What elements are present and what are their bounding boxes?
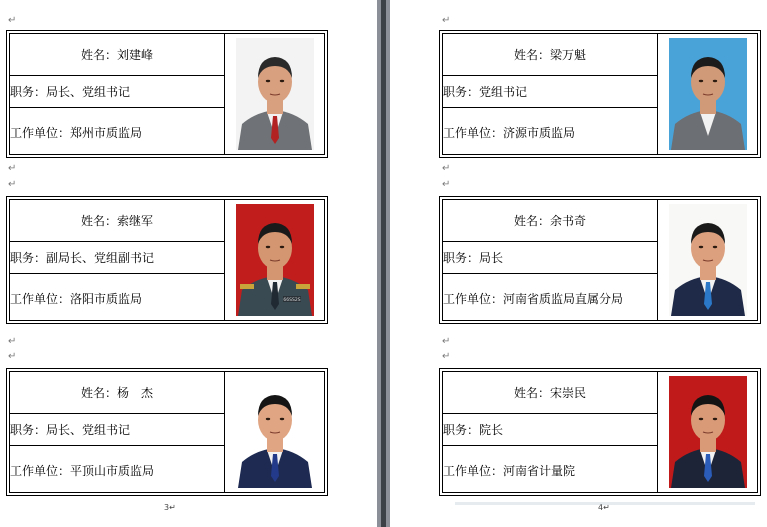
paragraph-mark: ↵	[442, 163, 451, 174]
portrait-photo	[658, 200, 757, 320]
name-field: 姓名：刘建峰	[10, 34, 224, 76]
portrait-photo	[658, 34, 757, 154]
profile-card	[439, 196, 761, 324]
paragraph-mark: ↵	[442, 15, 451, 26]
position-field: 职务：副局长、党组副书记	[10, 242, 224, 274]
name-field: 姓名：索继军	[10, 200, 224, 242]
paragraph-mark: ↵	[442, 179, 451, 190]
portrait-photo	[225, 372, 324, 492]
document-page-right	[390, 0, 767, 527]
paragraph-mark: ↵	[8, 15, 17, 26]
position-field: 职务：局长、党组书记	[10, 76, 224, 108]
profile-card	[6, 30, 328, 158]
page-number: 4↵	[598, 503, 610, 512]
profile-card	[6, 368, 328, 496]
document-page-left	[0, 0, 377, 527]
work-unit-field: 工作单位：济源市质监局	[443, 125, 576, 140]
position-field: 职务：局长	[443, 242, 657, 274]
paragraph-mark: ↵	[8, 336, 17, 347]
portrait-photo	[658, 372, 757, 492]
name-field: 姓名：余书奇	[443, 200, 657, 242]
work-unit-field: 工作单位：河南省质监局直属分局	[443, 291, 624, 306]
portrait-photo	[225, 200, 324, 320]
position-field: 职务：院长	[443, 414, 657, 446]
portrait-photo	[225, 34, 324, 154]
page-number: 3↵	[164, 503, 176, 512]
paragraph-mark: ↵	[442, 336, 451, 347]
work-unit-field: 工作单位：洛阳市质监局	[10, 291, 143, 306]
paragraph-mark: ↵	[8, 179, 17, 190]
watermark-strip	[455, 498, 755, 510]
work-unit-field: 工作单位：平顶山市质监局	[10, 463, 155, 478]
profile-card	[439, 368, 761, 496]
paragraph-mark: ↵	[442, 351, 451, 362]
position-field: 职务：党组书记	[443, 76, 657, 108]
paragraph-mark: ↵	[8, 351, 17, 362]
work-unit-field: 工作单位：郑州市质监局	[10, 125, 143, 140]
name-field: 姓名：梁万魁	[443, 34, 657, 76]
name-field: 姓名：杨 杰	[10, 372, 224, 414]
work-unit-field: 工作单位：河南省计量院	[443, 463, 576, 478]
position-field: 职务：局长、党组书记	[10, 414, 224, 446]
page-gutter	[377, 0, 390, 527]
paragraph-mark: ↵	[8, 163, 17, 174]
name-field: 姓名：宋崇民	[443, 372, 657, 414]
profile-card	[439, 30, 761, 158]
uniform-badge-text: 66SS2S	[282, 298, 301, 303]
profile-card	[6, 196, 328, 324]
